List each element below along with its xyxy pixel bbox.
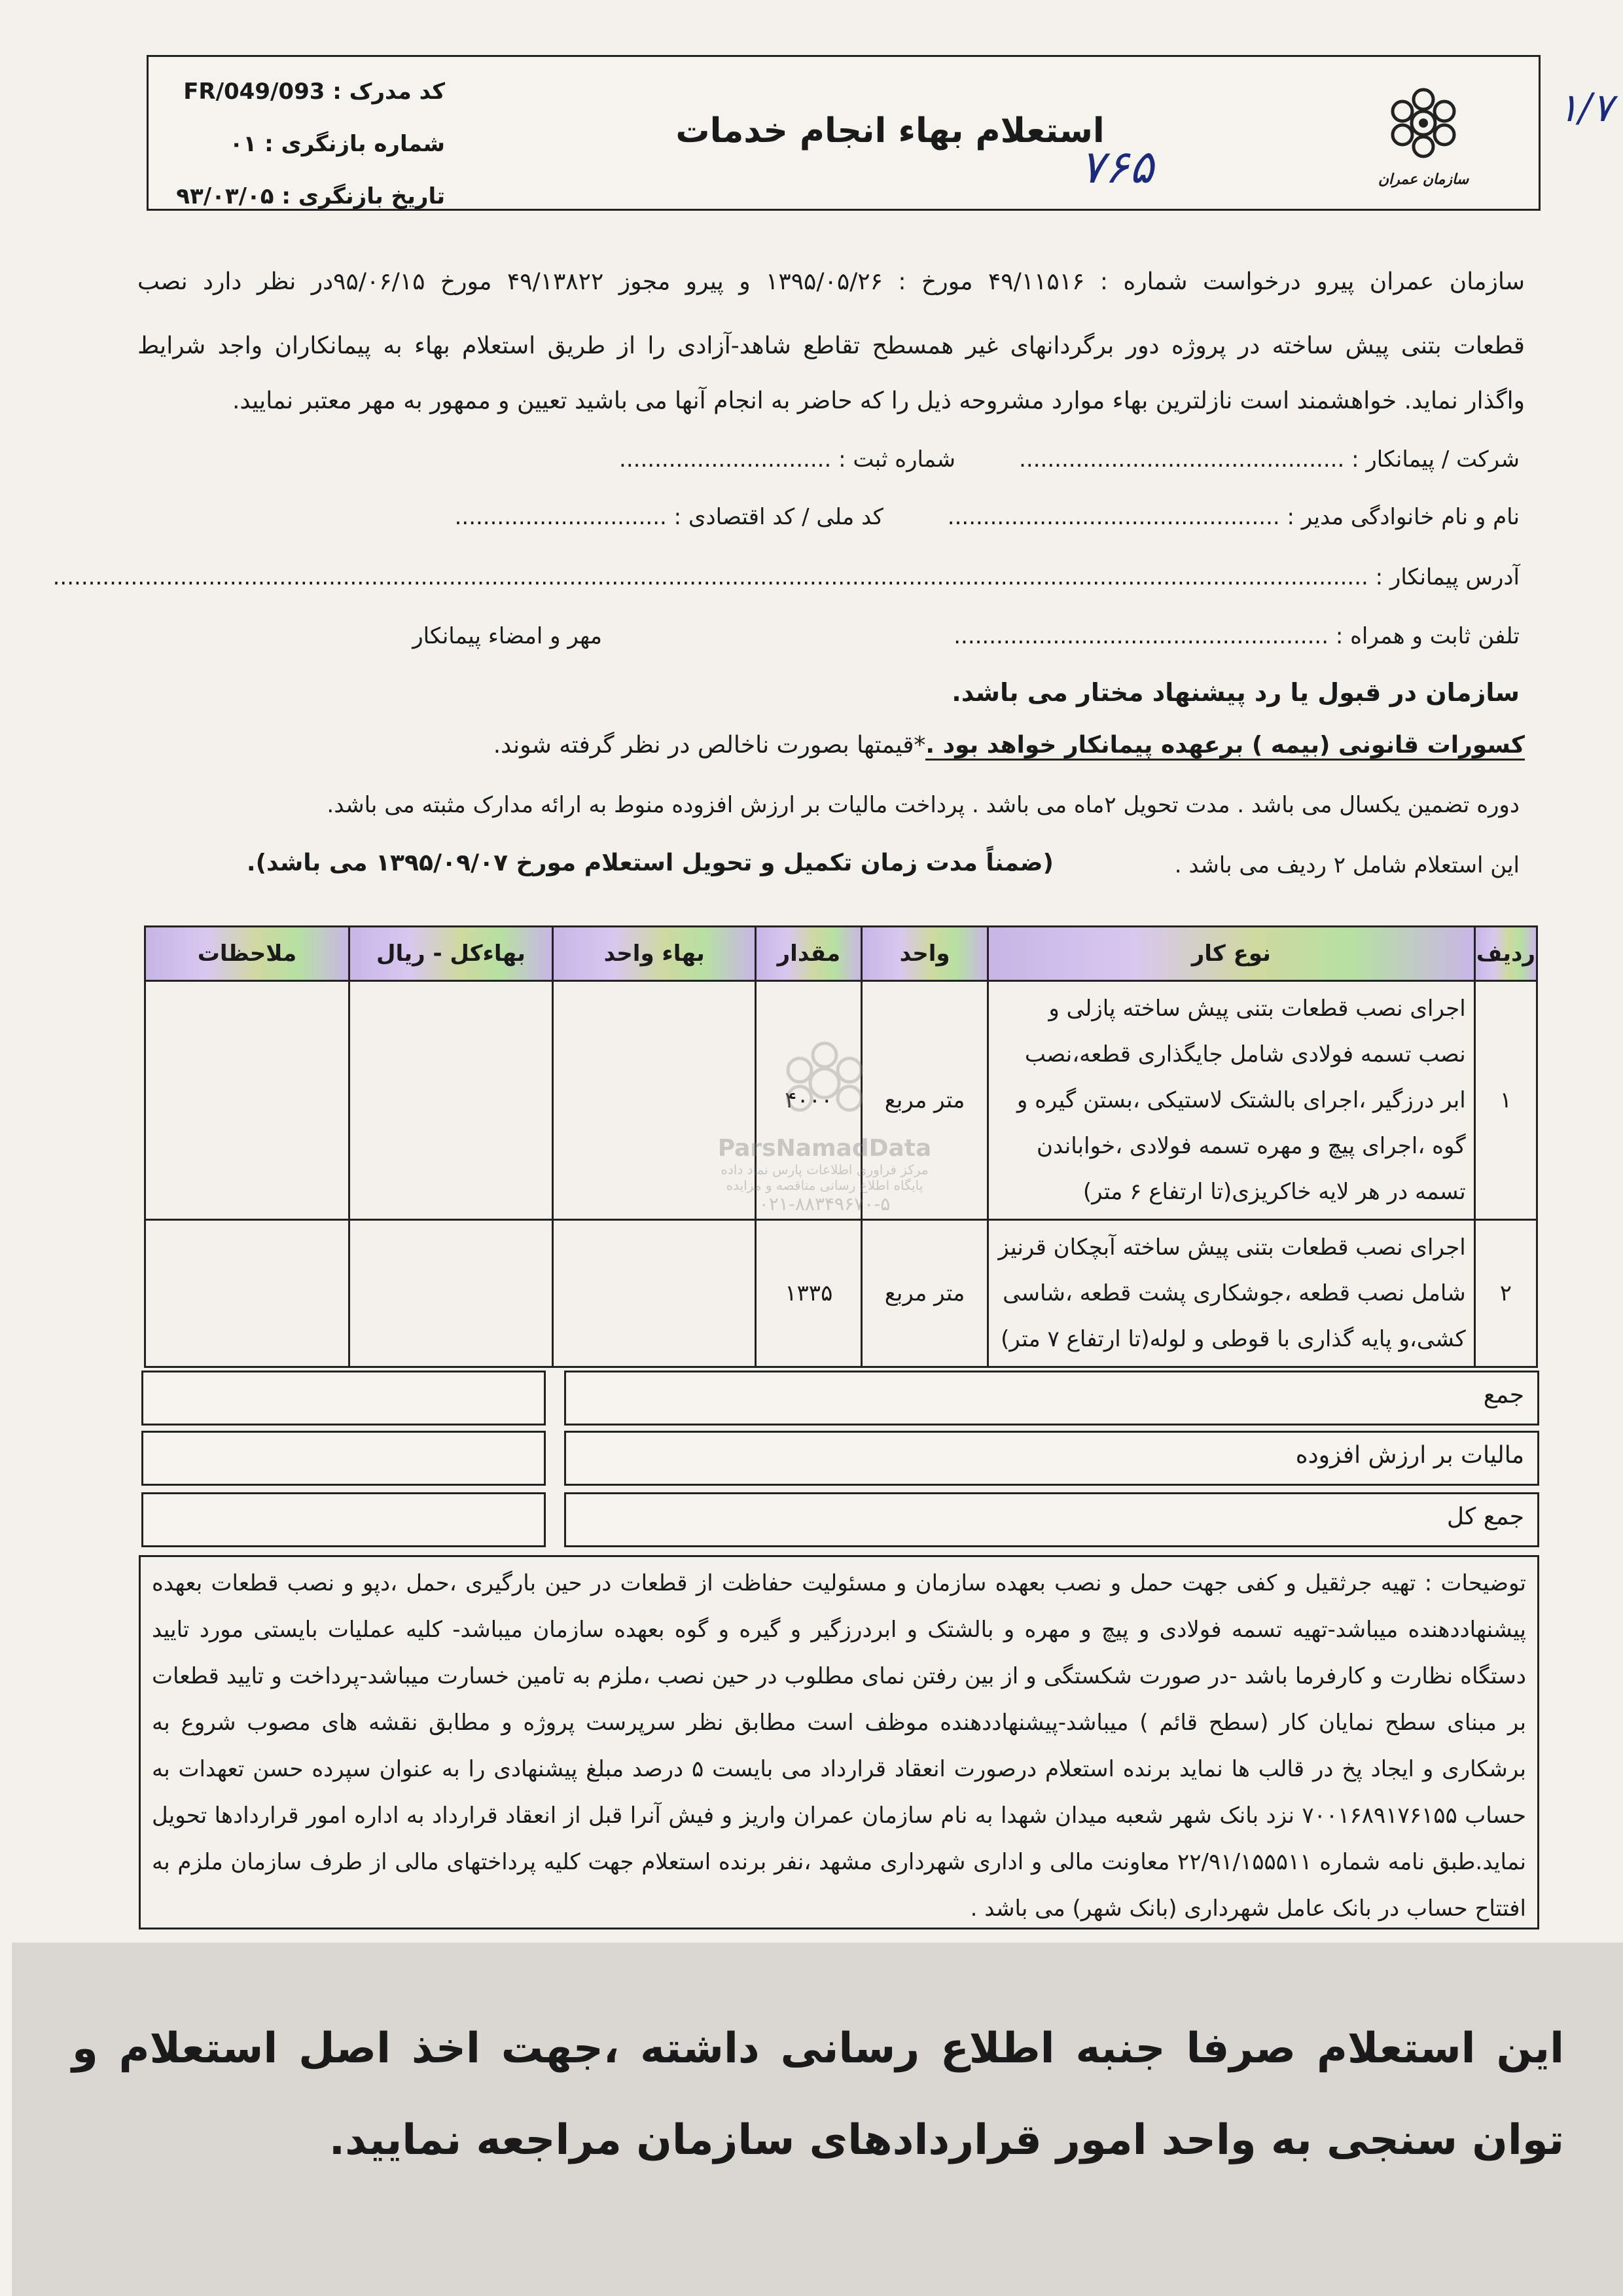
doc-code: کد مدرک : FR/049/093 xyxy=(183,79,445,105)
rows-count-line: این استعلام شامل ۲ ردیف می باشد . xyxy=(1174,852,1520,878)
unit-cell: متر مربع xyxy=(862,981,988,1220)
manager-name-field: نام و نام خانوادگی مدیر : ............................................... xyxy=(947,504,1520,530)
gross-price-note: *قیمتها بصورت ناخالص در نظر گرفته شوند. xyxy=(493,732,926,759)
margin-handwritten-mark: ۱/۷ xyxy=(1558,85,1613,131)
grand-total-value[interactable] xyxy=(141,1492,546,1547)
watermark-tagline: مرکز فراوری اطلاعات پارس نماد داده xyxy=(721,1162,929,1177)
quantity-cell: ۴۰۰۰ xyxy=(756,981,862,1220)
row-number: ۱ xyxy=(1474,981,1537,1220)
contractor-seal-label: مهر و امضاء پیمانکار xyxy=(412,623,602,649)
notes-text: توضیحات : تهیه جرثقیل و کفی جهت حمل و نصب بعهده سازمان و مسئولیت حفاظت از قطعات در حین بارگیری ،حمل ،دپو و نصب قطعات بعهده پیشنهاددهنده میباشد-تهیه تسمه فولادی و پیچ و مهره و بالشتک و ابردرزگیر و گیره و گوه بعهده سازمان میباشد- کلیه عملیات بایستی مورد تایید دستگاه نظارت و کارفرما باشد -در صورت شکستگی و از بین رفتن نمای مطلوب در حین نصب ،ملزم به تامین خسارت میباشد-پرداخت و تایید قطعات بر مبنای سطح نمایان کار (سطح قائم ) میباشد-پیشنهاددهنده موظف است مطابق نظر سرپرست پروژه و مطابق نقشه های مصوب شروع به برشکاری و ایجاد پخ در قالب ها نماید برنده استعلام درصورت انعقاد قرارداد می بایست ۵ درصد مبلغ پیشنهادی را به عنوان سپرده حسن تعهدات به حساب ۷۰۰۱۶۸۹۱۷۶۱۵۵ نزد بانک شهر شعبه میدان شهدا به نام سازمان عمران واریز و فیش آنرا قبل از انعقاد قرارداد به اداره امور قراردادها تحویل نماید.طبق نامه شماره ۲۲/۹۱/۱۵۵۵۱۱ معاونت مالی و اداری شهرداری مشهد ،نفر برنده استعلام جهت کلیه پرداختهای مالی از طرف سازمان ملزم به افتتاح حساب در بانک عامل شهرداری (بانک شهر) می باشد . xyxy=(152,1570,1527,1922)
address-field: آدرس پیمانکار : .......................................................................................................................................................................................... xyxy=(52,564,1520,590)
phone-field: تلفن ثابت و همراه : ..................................................... xyxy=(954,623,1520,649)
header-work-type: نوع کار xyxy=(988,927,1474,981)
watermark-subtitle: پایگاه اطلاع رسانی مناقصه و مزایده xyxy=(726,1177,923,1193)
header-total-price: بهاءکل - ریال xyxy=(349,927,552,981)
revision-date: تاریخ بازنگری : ۹۳/۰۳/۰۵ xyxy=(176,183,445,209)
deductions-line xyxy=(493,732,1525,759)
sum-value[interactable] xyxy=(141,1371,546,1426)
acceptance-clause: سازمان در قبول یا رد پیشنهاد مختار می باشد. xyxy=(952,678,1520,707)
page-title: استعلام بهاء انجام خدمات xyxy=(675,111,1105,151)
info-strip-text: این استعلام صرفا جنبه اطلاع رسانی داشته ،جهت اخذ اصل استعلام و توان سنجی به واحد امور قراردادهای سازمان مراجعه نمایید. xyxy=(72,2024,1564,2164)
sum-label: جمع xyxy=(564,1371,1539,1426)
revision-number: شماره بازنگری : ۰۱ xyxy=(229,131,445,157)
quantity-cell: ۱۳۳۵ xyxy=(756,1220,862,1367)
header-unit: واحد xyxy=(862,927,988,981)
handwritten-mark: ۷۶۵ xyxy=(1080,140,1154,194)
work-description: اجرای نصب قطعات بتنی پیش ساخته آبچکان قرنیز شامل نصب قطعه ،جوشکاری پشت قطعه ،شاسی کشی،و پایه گذاری با قوطی و لوله(تا ارتفاع ۷ متر) xyxy=(988,1220,1474,1367)
watermark-logo-icon xyxy=(753,1034,897,1132)
vat-label: مالیات بر ارزش افزوده xyxy=(564,1431,1539,1486)
sum-row xyxy=(141,1371,1539,1426)
row-number: ۲ xyxy=(1474,1220,1537,1367)
header-remarks: ملاحظات xyxy=(145,927,349,981)
total-price-cell[interactable] xyxy=(349,981,552,1220)
watermark-name: ParsNamadData xyxy=(717,1135,932,1162)
work-description: اجرای نصب قطعات بتنی پیش ساخته پازلی و نصب تسمه فولادی شامل جایگذاری قطعه،نصب ابر درزگیر ،اجرای بالشتک لاستیکی ،بستن گیره و گوه ،اجرای پیچ و مهره تسمه فولادی ،خواباندن تسمه در هر لایه خاکریزی(تا ارتفاع ۶ متر) xyxy=(988,981,1474,1220)
total-price-cell[interactable] xyxy=(349,1220,552,1367)
intro-line-3: واگذار نماید. خواهشمند است نازلترین بهاء موارد مشروحه ذیل را که حاضر به انجام آنها می باشید تعیین و ممهور به مهر معتبر نمایید. xyxy=(232,387,1525,414)
completion-date-line: (ضمناً مدت زمان تکمیل و تحویل استعلام مورخ ۱۳۹۵/۰۹/۰۷ می باشد). xyxy=(246,850,1054,876)
document-code-block xyxy=(170,65,445,223)
table-row xyxy=(145,1220,1537,1367)
unit-price-cell[interactable] xyxy=(553,1220,756,1367)
table-header-row xyxy=(145,927,1537,981)
header-unit-price: بهاء واحد xyxy=(553,927,756,981)
intro-line-1: سازمان عمران پیرو درخواست شماره : ۴۹/۱۱۵۱۶ مورخ : ۱۳۹۵/۰۵/۲۶ و پیرو مجوز ۴۹/۱۳۸۲۲ مورخ ۹۵/۰۶/۱۵در نظر دارد نصب xyxy=(137,268,1525,295)
remarks-cell[interactable] xyxy=(145,981,349,1220)
registration-field: شماره ثبت : .............................. xyxy=(619,446,955,473)
remarks-cell[interactable] xyxy=(145,1220,349,1367)
vat-row xyxy=(141,1431,1539,1486)
intro-line-2: قطعات بتنی پیش ساخته در پروژه دور برگردانهای غیر همسطح تقاطع شاهد-آزادی را از طریق استعلام بهاء به پیمانکاران واجد شرایط xyxy=(137,332,1525,359)
warranty-line: دوره تضمین یکسال می باشد . مدت تحویل ۲ماه می باشد . پرداخت مالیات بر ارزش افزوده منوط به ارائه مدارک مثبته می باشد. xyxy=(327,792,1520,818)
company-field: شرکت / پیمانکار : .............................................. xyxy=(1019,446,1520,473)
organization-name: سازمان عمران xyxy=(1378,171,1469,188)
watermark xyxy=(674,1034,975,1230)
grand-total-label: جمع کل xyxy=(564,1492,1539,1547)
national-code-field: کد ملی / کد اقتصادی : .............................. xyxy=(454,504,883,530)
grand-total-row xyxy=(141,1492,1539,1547)
vat-value[interactable] xyxy=(141,1431,546,1486)
header-quantity: مقدار xyxy=(756,927,862,981)
header-row-number: ردیف xyxy=(1474,927,1537,981)
unit-cell: متر مربع xyxy=(862,1220,988,1367)
watermark-phone: ۰۲۱-۸۸۳۴۹۶۷۰-۵ xyxy=(758,1193,891,1215)
deductions-clause: کسورات قانونی (بیمه ) برعهده پیمانکار خواهد بود . xyxy=(925,732,1525,761)
